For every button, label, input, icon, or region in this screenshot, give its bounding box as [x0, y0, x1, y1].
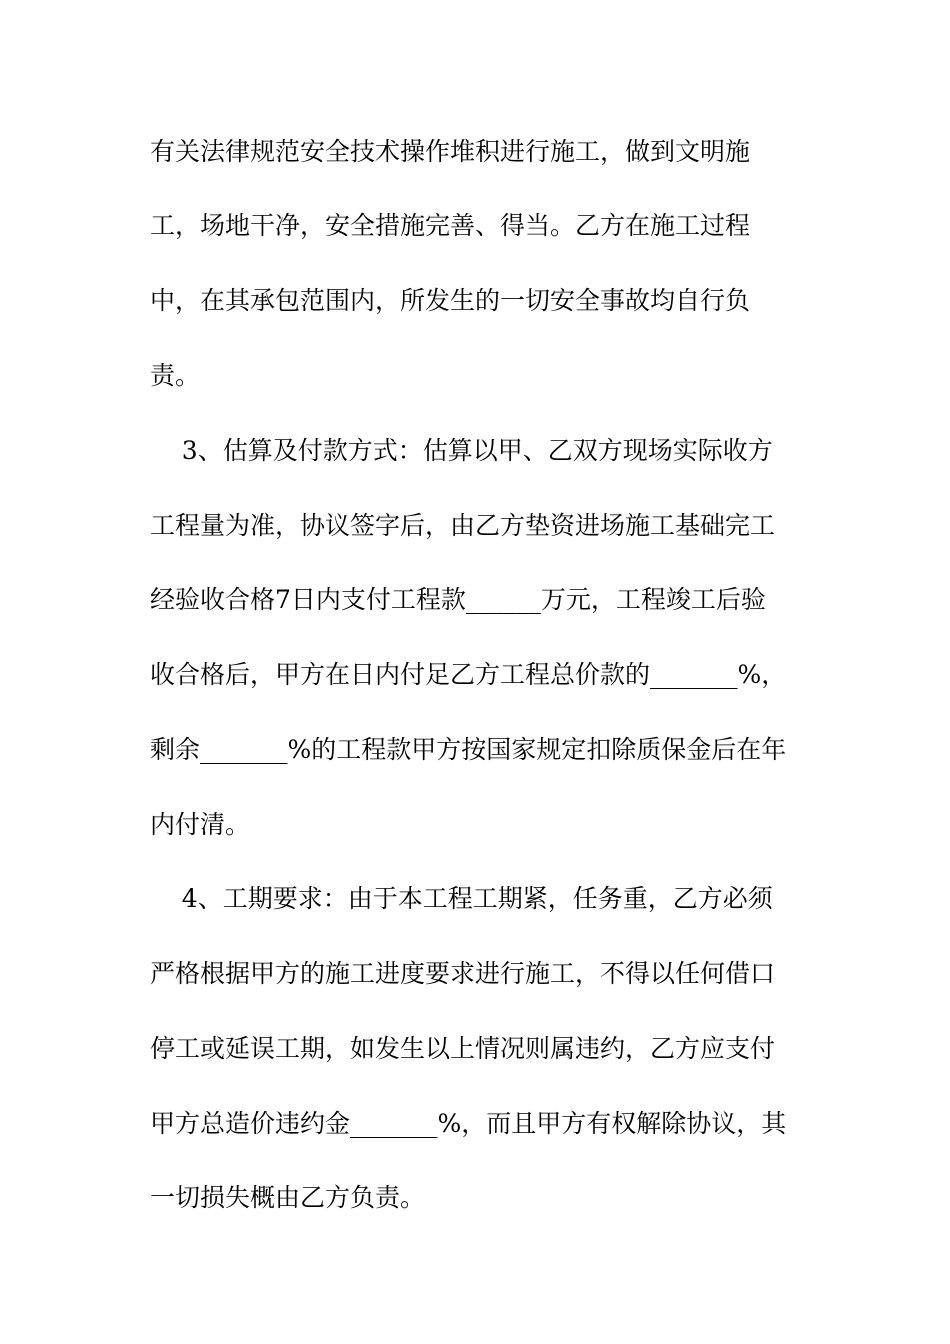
- paragraph-start-line: 3、估算及付款方式：估算以甲、乙双方现场实际收方: [150, 436, 773, 465]
- body-text-line: 责。: [150, 361, 201, 390]
- body-text-line: 工，场地干净，安全措施完善、得当。乙方在施工过程: [150, 211, 751, 240]
- body-text-line: 甲方总造价违约金_______%，而且甲方有权解除协议，其: [150, 1109, 787, 1138]
- body-text-line: 收合格后，甲方在日内付足乙方工程总价款的_______%，: [150, 660, 787, 689]
- body-text-line: 内付清。: [150, 810, 251, 839]
- body-text-line: 工程量为准，协议签字后，由乙方垫资进场施工基础完工: [150, 511, 776, 540]
- body-text-line: 中，在其承包范围内，所发生的一切安全事故均自行负: [150, 286, 751, 315]
- body-text-line: 经验收合格7日内支付工程款______万元，工程竣工后验: [150, 585, 766, 614]
- body-text-line: 剩余_______%的工程款甲方按国家规定扣除质保金后在年: [150, 735, 787, 764]
- body-text-line: 严格根据甲方的施工进度要求进行施工，不得以任何借口: [150, 959, 776, 988]
- body-text-line: 一切损失概由乙方负责。: [150, 1183, 426, 1212]
- body-text-line: 有关法律规范安全技术操作堆积进行施工，做到文明施: [150, 137, 751, 166]
- paragraph-start-line: 4、工期要求：由于本工程工期紧，任务重，乙方必须: [150, 884, 773, 913]
- body-text-line: 停工或延误工期，如发生以上情况则属违约，乙方应支付: [150, 1034, 776, 1063]
